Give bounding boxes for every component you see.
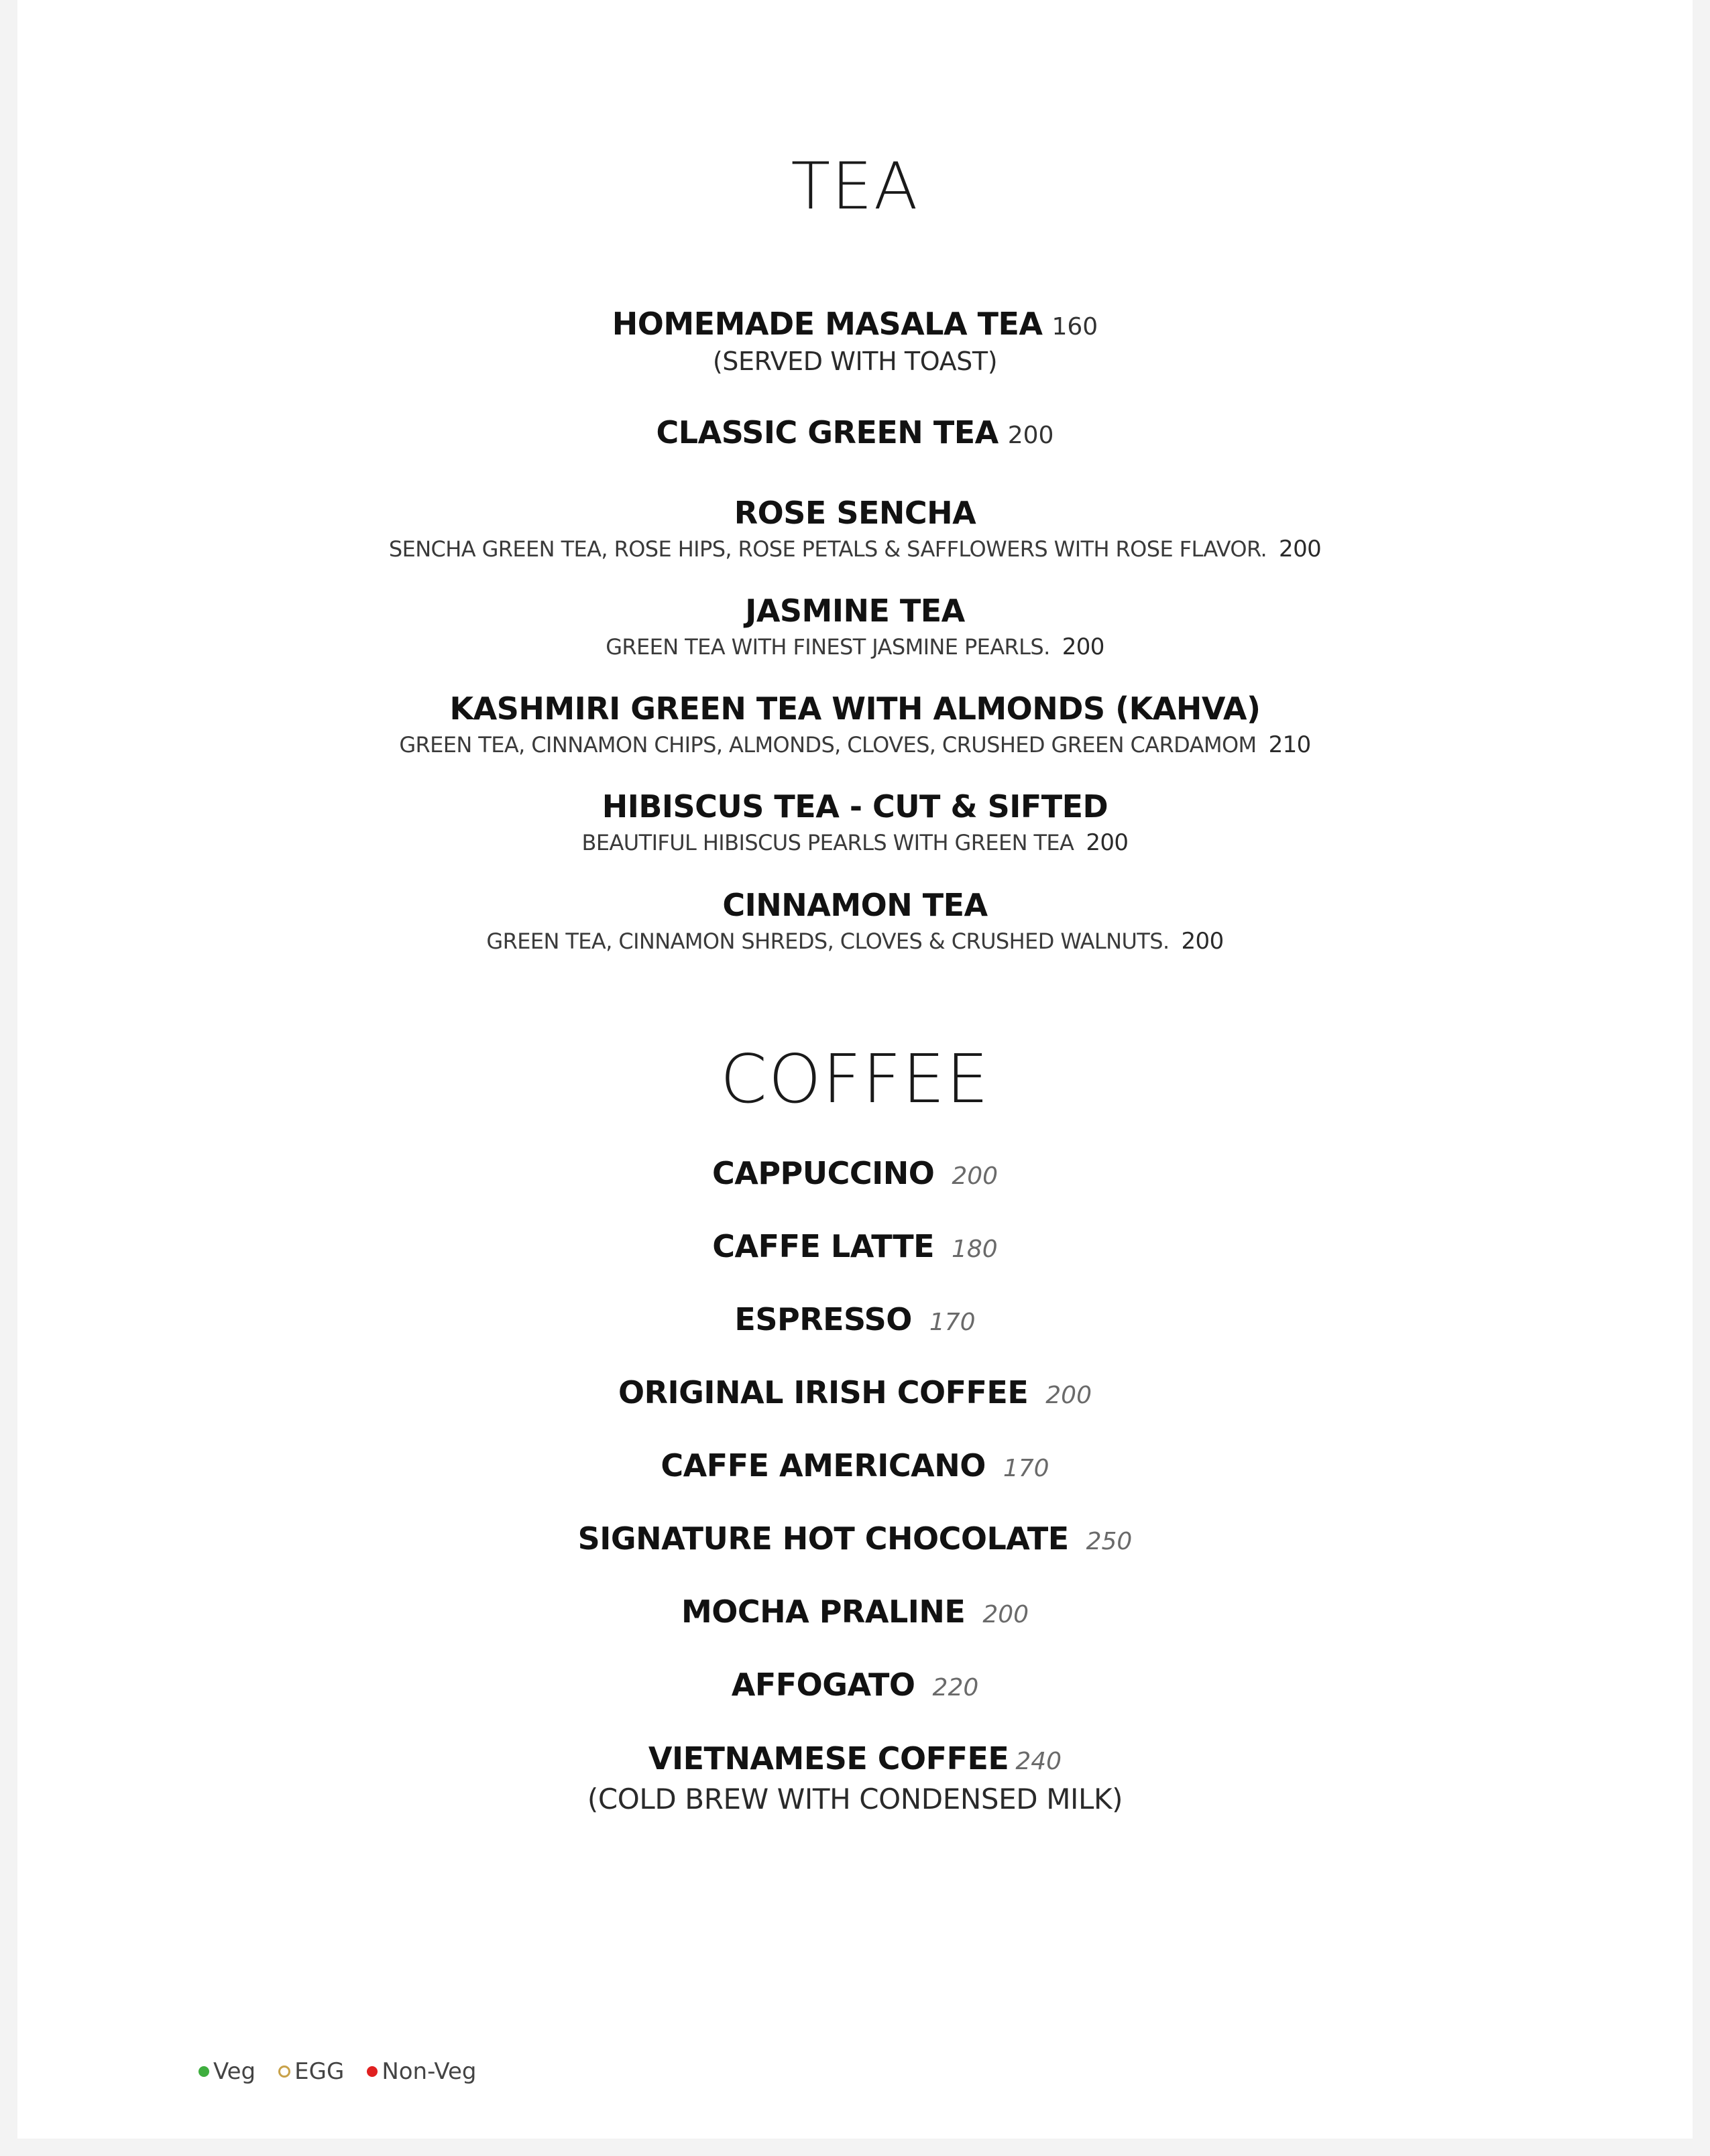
menu-page [17,0,1693,2139]
item-description: GREEN TEA, CINNAMON CHIPS, ALMONDS, CLOVES, CRUSHED GREEN CARDAMOM [399,731,1257,758]
menu-item [17,416,1693,450]
item-name: KASHMIRI GREEN TEA WITH ALMONDS (KAHVA) [449,691,1261,727]
item-price: 200 [1279,535,1322,562]
menu-item [17,1303,1693,1337]
item-price: 200 [952,1162,999,1190]
legend-egg-label: EGG [294,2058,345,2085]
item-price: 250 [1086,1528,1133,1555]
item-description: GREEN TEA WITH FINEST JASMINE PEARLS. [606,634,1050,660]
menu-item [17,594,1693,660]
item-name: HIBISCUS TEA - CUT & SIFTED [602,788,1108,825]
menu-item [17,1742,1693,1815]
item-price: 170 [1003,1455,1049,1482]
menu-item [17,1668,1693,1702]
item-name: CAFFE AMERICANO [661,1447,986,1484]
item-name: CLASSIC GREEN TEA [656,414,999,451]
item-price: 200 [1062,633,1104,660]
item-price: 200 [1086,829,1129,856]
item-price: 220 [932,1674,979,1701]
item-price: 240 [1015,1748,1062,1775]
veg-dot-icon [198,2066,209,2077]
menu-item [17,1230,1693,1264]
legend-veg-label: Veg [213,2058,256,2085]
item-name: AFFOGATO [731,1667,915,1703]
menu-item [17,307,1693,376]
item-description: SENCHA GREEN TEA, ROSE HIPS, ROSE PETALS & SAFFLOWERS WITH ROSE FLAVOR. [388,536,1267,562]
egg-dot-icon [278,2065,290,2078]
item-description: (COLD BREW WITH CONDENSED MILK) [587,1782,1123,1815]
menu-item [17,1376,1693,1410]
legend-nonveg-label: Non-Veg [382,2058,477,2085]
item-price: 160 [1051,313,1098,341]
item-name: ORIGINAL IRISH COFFEE [618,1374,1029,1411]
item-name: VIETNAMESE COFFEE [648,1740,1009,1777]
item-name: ROSE SENCHA [734,495,976,531]
item-description: (SERVED WITH TOAST) [712,346,998,376]
item-price: 200 [1045,1382,1092,1409]
item-name: ESPRESSO [734,1301,912,1337]
item-description: BEAUTIFUL HIBISCUS PEARLS WITH GREEN TEA [581,829,1074,855]
diet-legend [198,2058,500,2085]
menu-item [17,1522,1693,1556]
item-price: 200 [982,1601,1029,1628]
item-price: 170 [929,1309,976,1336]
menu-item [17,888,1693,955]
coffee-heading: COFFEE [720,1040,990,1118]
item-price: 180 [952,1236,998,1263]
item-name: HOMEMADE MASALA TEA [612,306,1043,342]
item-name: JASMINE TEA [745,593,965,629]
item-description: GREEN TEA, CINNAMON SHREDS, CLOVES & CRUSHED WALNUTS. [486,928,1170,954]
menu-item [17,692,1693,758]
item-name: CAPPUCCINO [711,1155,935,1191]
item-price: 210 [1268,731,1311,758]
legend-veg [198,2058,255,2085]
item-price: 200 [1007,422,1054,449]
menu-item [17,790,1693,856]
item-name: CAFFE LATTE [712,1228,934,1264]
item-price: 200 [1181,927,1224,955]
item-name: SIGNATURE HOT CHOCOLATE [577,1520,1069,1557]
menu-item [17,1449,1693,1483]
item-name: MOCHA PRALINE [681,1594,966,1630]
nonveg-dot-icon [367,2066,378,2077]
menu-item [17,496,1693,562]
menu-item [17,1595,1693,1629]
tea-heading: TEA [791,149,919,224]
legend-egg [278,2058,344,2085]
item-name: CINNAMON TEA [722,887,988,923]
menu-item [17,1156,1693,1191]
legend-nonveg [367,2058,476,2085]
